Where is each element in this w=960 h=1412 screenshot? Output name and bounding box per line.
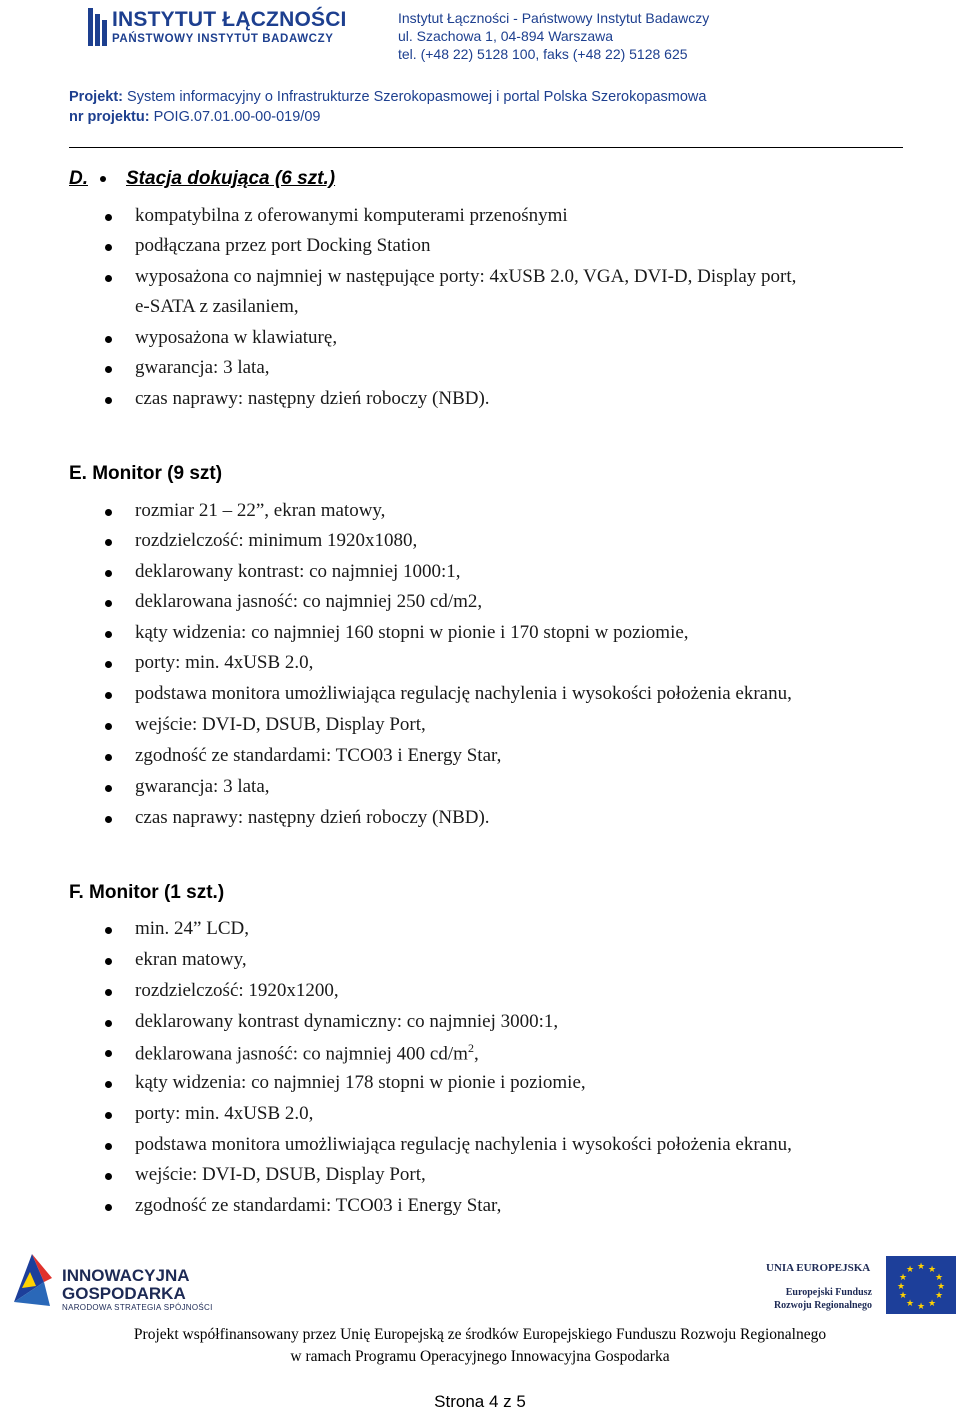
project-number-value: POIG.07.01.00-00-019/09 — [153, 109, 321, 125]
instytut-logo — [86, 6, 356, 52]
bullet-icon — [105, 1143, 112, 1150]
bullet-icon — [105, 539, 112, 546]
bullet-icon — [105, 661, 112, 668]
bullet-icon — [105, 366, 112, 373]
list-item: ekran matowy, — [135, 949, 247, 971]
svg-text:★: ★ — [905, 1265, 915, 1275]
list-item: rozmiar 21 – 22”, ekran matowy, — [135, 500, 385, 522]
list-item: gwarancja: 3 lata, — [135, 357, 270, 379]
bullet-icon — [105, 397, 112, 404]
bullet-icon — [105, 1112, 112, 1119]
svg-text:★: ★ — [916, 1262, 926, 1272]
list-item: rozdzielczość: 1920x1200, — [135, 980, 339, 1002]
list-item-continuation: e-SATA z zasilaniem, — [135, 296, 299, 317]
svg-text:★: ★ — [896, 1282, 906, 1292]
bullet-icon — [105, 723, 112, 730]
svg-text:★: ★ — [936, 1282, 946, 1292]
bullet-icon — [105, 958, 112, 965]
list-item: porty: min. 4xUSB 2.0, — [135, 1103, 313, 1125]
list-item: kąty widzenia: co najmniej 160 stopni w pionie i 170 stopni w poziomie, — [135, 622, 689, 644]
list-item: deklarowana jasność: co najmniej 250 cd/m2, — [135, 591, 482, 613]
list-item: kompatybilna z oferowanymi komputerami przenośnymi — [135, 205, 568, 227]
cofinance-line-1: Projekt współfinansowany przez Unię Europejską ze środków Europejskiego Funduszu Rozwoju Regionalnego — [133, 1326, 827, 1343]
heading-bullet-icon — [100, 176, 106, 182]
bullet-icon — [105, 600, 112, 607]
ig-emblem-icon — [10, 1252, 56, 1312]
eu-flag-icon — [886, 1256, 956, 1314]
bullet-icon — [105, 570, 112, 577]
list-item: deklarowany kontrast: co najmniej 1000:1, — [135, 561, 461, 583]
list-item: wyposażona w klawiaturę, — [135, 327, 337, 349]
address-line-2: ul. Szachowa 1, 04-894 Warszawa — [398, 28, 614, 44]
logo-name: INSTYTUT ŁĄCZNOŚCI — [112, 8, 347, 31]
bullet-icon — [105, 244, 112, 251]
bullet-icon — [105, 336, 112, 343]
svg-text:★: ★ — [898, 1291, 908, 1301]
eu-fund-name: Europejski Fundusz Rozwoju Regionalnego — [773, 1287, 872, 1311]
logo-subtitle: PAŃSTWOWY INSTYTUT BADAWCZY — [112, 33, 334, 45]
cofinance-line-2: w ramach Programu Operacyjnego Innowacyjna Gospodarka — [290, 1348, 670, 1365]
bullet-icon — [105, 692, 112, 699]
bullet-icon — [105, 1050, 112, 1057]
section-d-letter: D. — [69, 168, 88, 189]
section-e-heading: E. Monitor (9 szt) — [69, 463, 223, 484]
bullet-icon — [105, 214, 112, 221]
project-number-line — [69, 109, 320, 125]
section-f-heading: F. Monitor (1 szt.) — [69, 882, 225, 903]
header-divider — [69, 147, 903, 148]
superscript: 2 — [467, 1041, 474, 1055]
bullet-icon — [105, 816, 112, 823]
list-item: min. 24” LCD, — [135, 918, 249, 940]
svg-text:★: ★ — [898, 1273, 908, 1283]
svg-text:★: ★ — [934, 1273, 944, 1283]
instytut-emblem-icon — [86, 6, 108, 48]
project-number-label: nr projektu: — [69, 109, 150, 125]
address-line-1: Instytut Łączności - Państwowy Instytut Badawczy — [398, 10, 710, 26]
svg-text:★: ★ — [905, 1299, 915, 1309]
svg-text:★: ★ — [934, 1291, 944, 1301]
list-item: zgodność ze standardami: TCO03 i Energy Star, — [135, 1195, 501, 1217]
bullet-icon — [105, 989, 112, 996]
address-line-3: tel. (+48 22) 5128 100, faks (+48 22) 5128 625 — [398, 46, 688, 62]
list-item: deklarowany kontrast dynamiczny: co najmniej 3000:1, — [135, 1011, 558, 1033]
project-line — [69, 89, 706, 105]
section-d-title: Stacja dokująca (6 szt.) — [126, 168, 336, 189]
bullet-icon — [105, 1173, 112, 1180]
list-item: porty: min. 4xUSB 2.0, — [135, 652, 313, 674]
svg-text:★: ★ — [916, 1302, 926, 1312]
bullet-icon — [105, 1081, 112, 1088]
svg-text:★: ★ — [927, 1299, 937, 1309]
bullet-icon — [105, 275, 112, 282]
bullet-icon — [105, 785, 112, 792]
list-item: rozdzielczość: minimum 1920x1080, — [135, 530, 417, 552]
list-item: deklarowana jasność: co najmniej 400 $cd/m^2$, — [135, 1041, 479, 1065]
list-item: podstawa monitora umożliwiająca regulację nachylenia i wysokości położenia ekranu, — [135, 683, 792, 705]
project-label: Projekt: — [69, 89, 123, 105]
list-item: czas naprawy: następny dzień roboczy (NBD). — [135, 807, 490, 829]
list-item: wejście: DVI-D, DSUB, Display Port, — [135, 1164, 426, 1186]
eu-title: UNIA EUROPEJSKA — [766, 1262, 871, 1274]
list-item: podstawa monitora umożliwiająca regulację nachylenia i wysokości położenia ekranu, — [135, 1134, 792, 1156]
eu-logo — [760, 1256, 956, 1316]
list-item: podłączana przez port Docking Station — [135, 235, 430, 257]
list-item: gwarancja: 3 lata, — [135, 776, 270, 798]
list-item: zgodność ze standardami: TCO03 i Energy Star, — [135, 745, 501, 767]
page-number: Strona 4 z 5 — [434, 1392, 526, 1411]
bullet-icon — [105, 1020, 112, 1027]
list-item: kąty widzenia: co najmniej 178 stopni w pionie i poziomie, — [135, 1072, 586, 1094]
list-item: wejście: DVI-D, DSUB, Display Port, — [135, 714, 426, 736]
bullet-icon — [105, 509, 112, 516]
bullet-icon — [105, 1204, 112, 1211]
innowacyjna-gospodarka-logo: INNOWACYJNA GOSPODARKA NARODOWA STRATEGIA SPÓJNOŚCI — [10, 1252, 220, 1312]
section-d-heading — [69, 168, 335, 190]
bullet-icon — [105, 927, 112, 934]
bullet-icon — [105, 754, 112, 761]
project-value: System informacyjny o Infrastrukturze Szerokopasmowej i portal Polska Szerokopasmowa — [127, 89, 707, 105]
svg-text:★: ★ — [927, 1265, 937, 1275]
list-item: czas naprawy: następny dzień roboczy (NBD). — [135, 388, 490, 410]
list-item: wyposażona co najmniej w następujące porty: 4xUSB 2.0, VGA, DVI-D, Display port, — [135, 266, 796, 288]
bullet-icon — [105, 631, 112, 638]
